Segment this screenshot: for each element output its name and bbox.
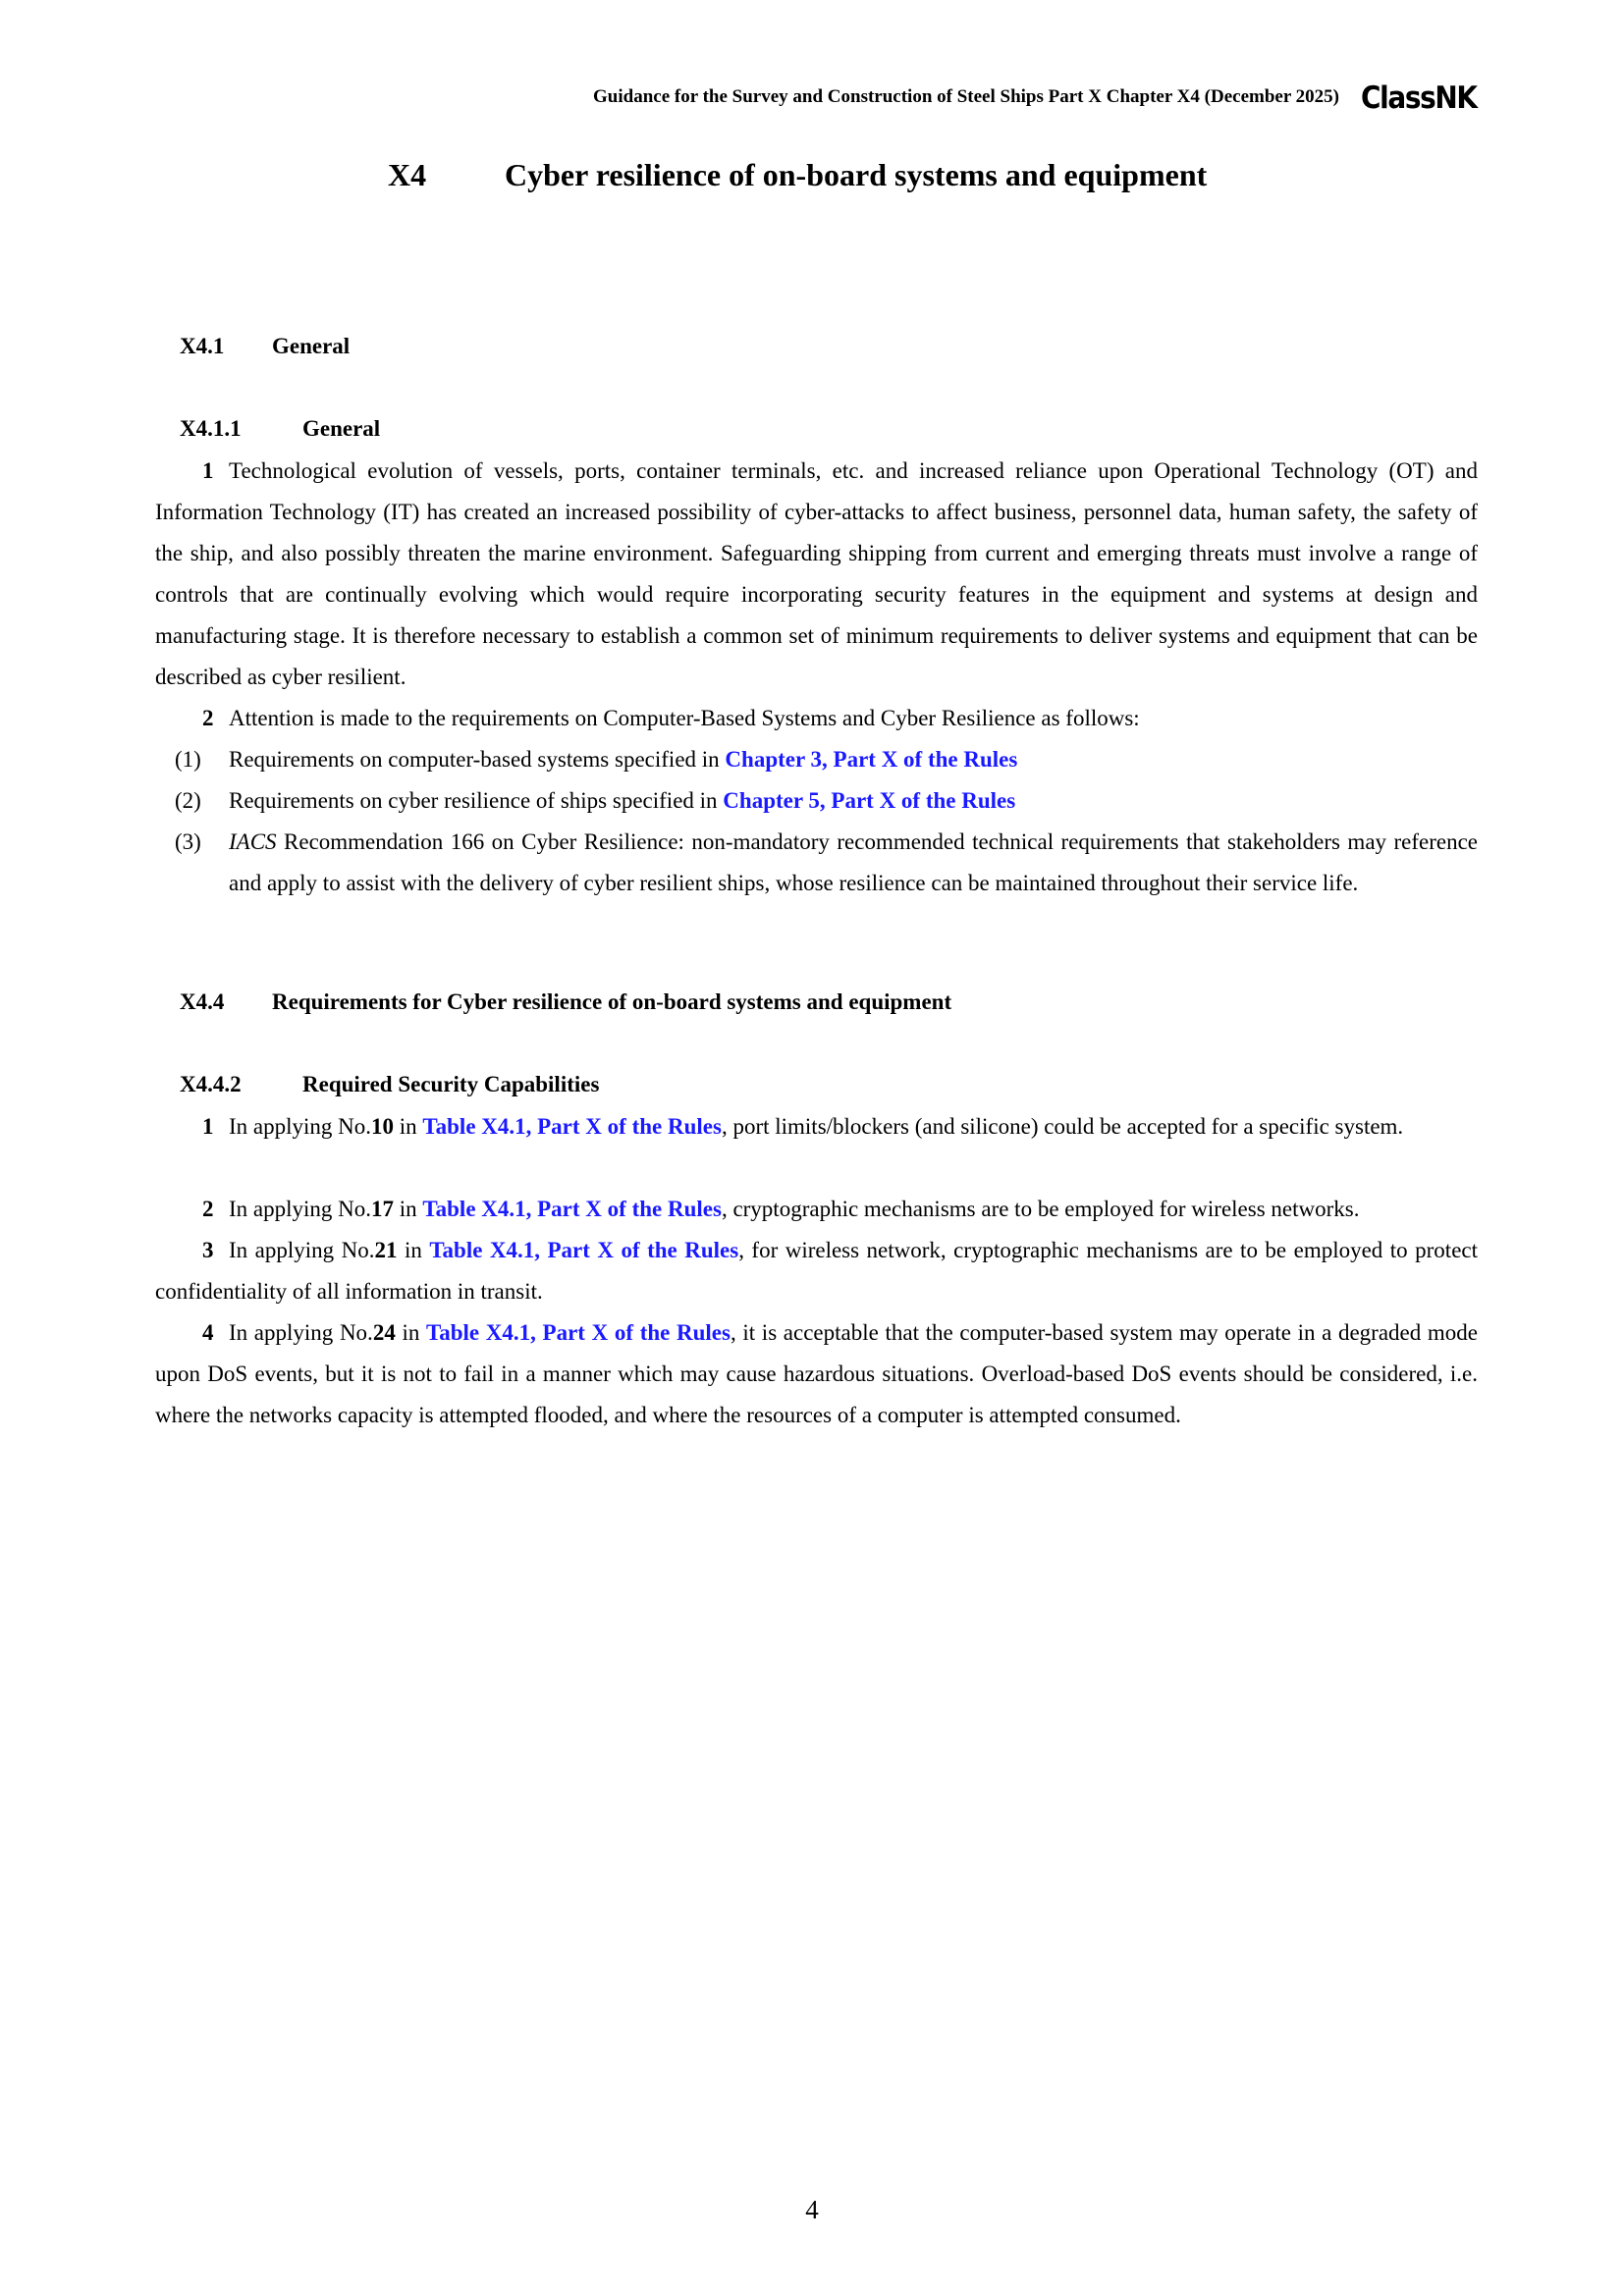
list-item xyxy=(155,780,1478,822)
paragraph-number: 1 xyxy=(202,458,214,483)
iacs-abbreviation: IACS xyxy=(229,829,277,854)
list-item-text: Recommendation 166 on Cyber Resilience: non-mandatory recommended technical requirements that stakeholders may reference and apply to assist with the delivery of cyber resilient ships, whose resilience can be maintained throughout their service life. xyxy=(229,829,1478,895)
paragraph-text: in xyxy=(394,1114,423,1139)
paragraph-text: In applying No. xyxy=(229,1320,373,1345)
list-item xyxy=(155,739,1478,780)
paragraph-text: In applying No. xyxy=(229,1114,372,1139)
page-number: 4 xyxy=(805,2195,819,2224)
paragraph-number: 1 xyxy=(202,1114,214,1139)
table-x4-1-link[interactable]: Table X4.1, Part X of the Rules xyxy=(422,1114,722,1139)
paragraph-number: 2 xyxy=(202,706,214,730)
paragraph-text: , port limits/blockers (and silicone) could be accepted for a specific system. xyxy=(721,1114,1404,1139)
paragraph-number: 2 xyxy=(202,1197,214,1221)
paragraph-text: in xyxy=(394,1197,423,1221)
subsection-heading-x4-1-1 xyxy=(180,416,380,442)
item-number: 21 xyxy=(374,1238,398,1262)
section-heading-x4-4 xyxy=(180,989,951,1015)
paragraph-text: Technological evolution of vessels, ports, container terminals, etc. and increased reliance upon Operational Technology (OT) and Information Technology (IT) has created an increased possibility of cyber-attacks to affect business, personnel data, human safety, the safety of the ship, and also possibly threaten the marine environment. Safeguarding shipping from current and emerging threats must involve a range of controls that are continually evolving which would require incorporating security features in the equipment and systems at design and manufacturing stage. It is therefore necessary to establish a common set of minimum requirements to deliver systems and equipment that can be described as cyber resilient. xyxy=(155,458,1478,689)
table-x4-1-link[interactable]: Table X4.1, Part X of the Rules xyxy=(422,1197,722,1221)
section-title: General xyxy=(272,334,351,358)
item-number: 10 xyxy=(371,1114,395,1139)
paragraph-x4-1-1-1 xyxy=(155,451,1478,698)
rules-chapter-5-link[interactable]: Chapter 5, Part X of the Rules xyxy=(723,788,1016,813)
chapter-title-text: Cyber resilience of on-board systems and equipment xyxy=(505,157,1208,192)
list-marker: (1) xyxy=(175,747,201,772)
paragraph-text: , cryptographic mechanisms are to be employed for wireless networks. xyxy=(721,1197,1360,1221)
classnk-logo: ClassNK xyxy=(1361,80,1477,116)
chapter-title xyxy=(388,157,1207,193)
paragraph-text: , for wireless network, cryptographic mechanisms are to be employed to protect confidentiality of all information in transit. xyxy=(155,1238,1479,1304)
list-marker: (2) xyxy=(175,788,201,813)
subsection-title: General xyxy=(302,416,381,441)
list-item xyxy=(155,822,1478,904)
subsection-number: X4.4.2 xyxy=(180,1072,242,1096)
subsection-title: Required Security Capabilities xyxy=(302,1072,600,1096)
item-number: 17 xyxy=(371,1197,395,1221)
table-x4-1-link[interactable]: Table X4.1, Part X of the Rules xyxy=(429,1238,739,1262)
paragraph-text: in xyxy=(397,1238,430,1262)
section-title: Requirements for Cyber resilience of on-board systems and equipment xyxy=(272,989,952,1014)
rules-chapter-3-link[interactable]: Chapter 3, Part X of the Rules xyxy=(725,747,1018,772)
item-number: 24 xyxy=(372,1320,396,1345)
paragraph-x4-4-2-2 xyxy=(155,1189,1478,1230)
section-number: X4.1 xyxy=(180,334,225,358)
section-number: X4.4 xyxy=(180,989,225,1014)
paragraph-x4-1-1-2 xyxy=(155,698,1478,739)
paragraph-x4-4-2-4 xyxy=(155,1312,1478,1436)
table-x4-1-link[interactable]: Table X4.1, Part X of the Rules xyxy=(426,1320,731,1345)
chapter-number: X4 xyxy=(388,157,427,192)
paragraph-text: In applying No. xyxy=(229,1238,375,1262)
running-title: Guidance for the Survey and Construction of Steel Ships Part X Chapter X4 (December 2025) xyxy=(593,86,1339,107)
paragraph-text: , it is acceptable that the computer-based system may operate in a degraded mode upon DoS events, but it is not to fail in a manner which may cause hazardous situations. Overload-based DoS events should be considered, i.e. where the networks capacity is attempted flooded, and where the resources of a computer is attempted consumed. xyxy=(155,1320,1479,1427)
paragraph-text: in xyxy=(395,1320,427,1345)
paragraph-text: Attention is made to the requirements on Computer-Based Systems and Cyber Resilience as follows: xyxy=(229,706,1140,730)
paragraph-x4-4-2-3 xyxy=(155,1230,1478,1312)
list-marker: (3) xyxy=(175,829,201,854)
paragraph-number: 4 xyxy=(202,1320,214,1345)
subsection-number: X4.1.1 xyxy=(180,416,242,441)
list-item-text: Requirements on cyber resilience of ships specified in xyxy=(229,788,724,813)
paragraph-number: 3 xyxy=(202,1238,214,1262)
list-item-text: Requirements on computer-based systems specified in xyxy=(229,747,726,772)
paragraph-text: In applying No. xyxy=(229,1197,372,1221)
paragraph-x4-4-2-1 xyxy=(155,1106,1478,1148)
section-heading-x4-1 xyxy=(180,334,350,359)
subsection-heading-x4-4-2 xyxy=(180,1072,599,1097)
page-header xyxy=(0,80,1624,120)
